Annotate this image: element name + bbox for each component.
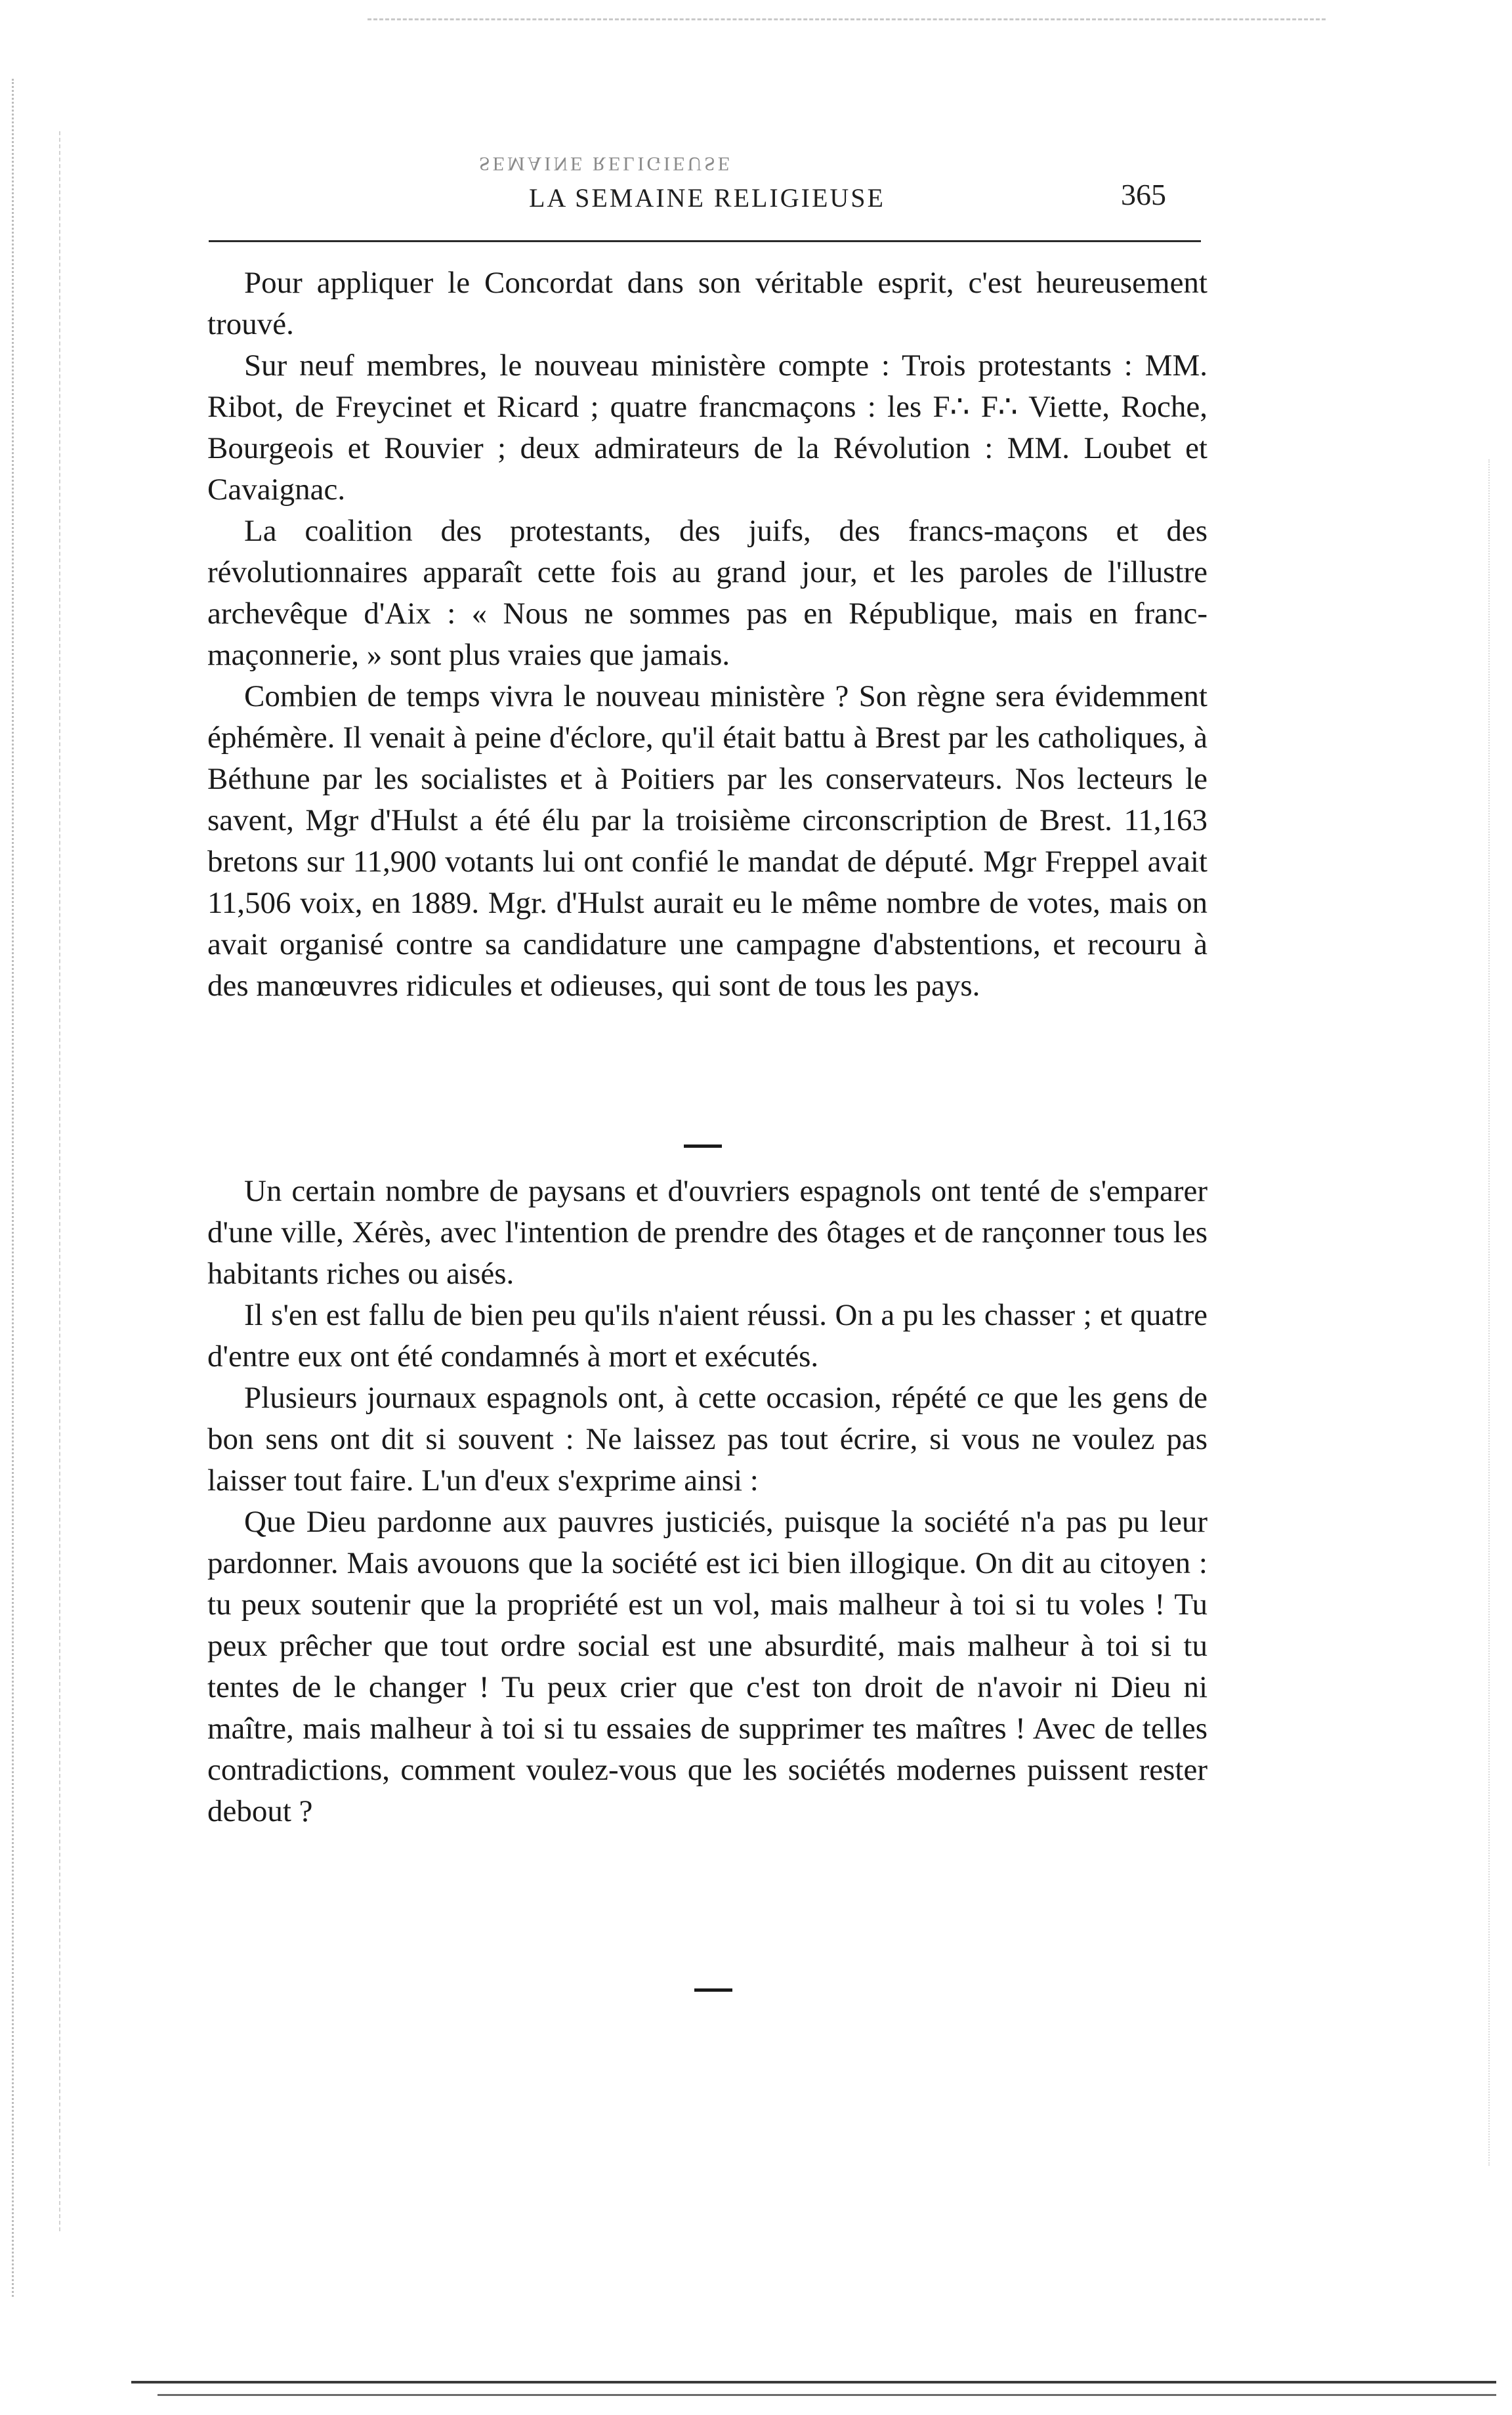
paragraph: Il s'en est fallu de bien peu qu'ils n'aient réussi. On a pu les chasser ; et quatre d'entre eux ont été condamnés à mort et exécutés.: [207, 1298, 1208, 1374]
paragraph: Pour appliquer le Concordat dans son véritable esprit, c'est heureusement trouvé.: [207, 266, 1208, 341]
scan-edge-bottom-inner: [158, 2394, 1496, 2396]
bleed-through-header: SEMAINE RELIGIEUSE: [479, 153, 733, 175]
section-separator: [684, 1144, 722, 1148]
section-end-separator: [694, 1988, 732, 1992]
page-number: 365: [1121, 178, 1166, 211]
scan-edge-bottom: [131, 2381, 1496, 2384]
section-two: [207, 1171, 1208, 1832]
scan-edge-left-inner: [59, 131, 60, 2231]
paragraph: Un certain nombre de paysans et d'ouvriers espagnols ont tenté de s'emparer d'une ville, Xérès, avec l'intention de prendre des ôtages et de rançonner tous les habitants riches ou aisés.: [207, 1174, 1208, 1291]
scan-edge-left: [12, 79, 14, 2297]
header-rule: [209, 240, 1201, 242]
paragraph: Plusieurs journaux espagnols ont, à cette occasion, répété ce que les gens de bon sens ont dit si souvent : Ne laissez pas tout écrire, si vous ne voulez pas laisser tout faire. L'un d'eux s'exprime ainsi :: [207, 1381, 1208, 1498]
scan-edge-right: [1488, 459, 1490, 2166]
paragraph: Combien de temps vivra le nouveau ministère ? Son règne sera évidemment éphémère. Il venait à peine d'éclore, qu'il était battu à Brest par les catholiques, à Béthune par les socialistes et à Poitiers par les conservateurs. Nos lecteurs le savent, Mgr d'Hulst a été élu par la troisième circonscription de Brest. 11,163 bretons sur 11,900 votants lui ont confié le mandat de député. Mgr Freppel avait 11,506 voix, en 1889. Mgr. d'Hulst aurait eu le même nombre de votes, mais on avait organisé contre sa candidature une campagne d'abstentions, et recouru à des manœuvres ridicules et odieuses, qui sont de tous les pays.: [207, 679, 1208, 1003]
section-one: [207, 262, 1208, 1007]
paragraph: La coalition des protestants, des juifs, des francs-maçons et des révolutionnaires apparaît cette fois au grand jour, et les paroles de l'illustre archevêque d'Aix : « Nous ne sommes pas en République, mais en franc-maçonnerie, » sont plus vraies que jamais.: [207, 514, 1208, 672]
paragraph: Que Dieu pardonne aux pauvres justiciés, puisque la société n'a pas pu leur pardonner. Mais avouons que la société est ici bien illogique. On dit au citoyen : tu peux soutenir que la propriété est un vol, mais malheur à toi si tu voles ! Tu peux prêcher que tout ordre social est une absurdité, mais malheur à toi si tu tentes de le changer ! Tu peux crier que c'est ton droit de n'avoir ni Dieu ni maître, mais malheur à toi si tu essaies de supprimer tes maîtres ! Avec de telles contradictions, comment voulez-vous que les sociétés modernes puissent rester debout ?: [207, 1505, 1208, 1828]
running-head: LA SEMAINE RELIGIEUSE: [529, 183, 885, 213]
paragraph: Sur neuf membres, le nouveau ministère compte : Trois protestants : MM. Ribot, de Freycinet et Ricard ; quatre francmaçons : les F∴ F∴ Viette, Roche, Bourgeois et Rouvier ; deux admirateurs de la Révolution : MM. Loubet et Cavaignac.: [207, 348, 1208, 507]
scan-edge-top: [368, 18, 1326, 20]
